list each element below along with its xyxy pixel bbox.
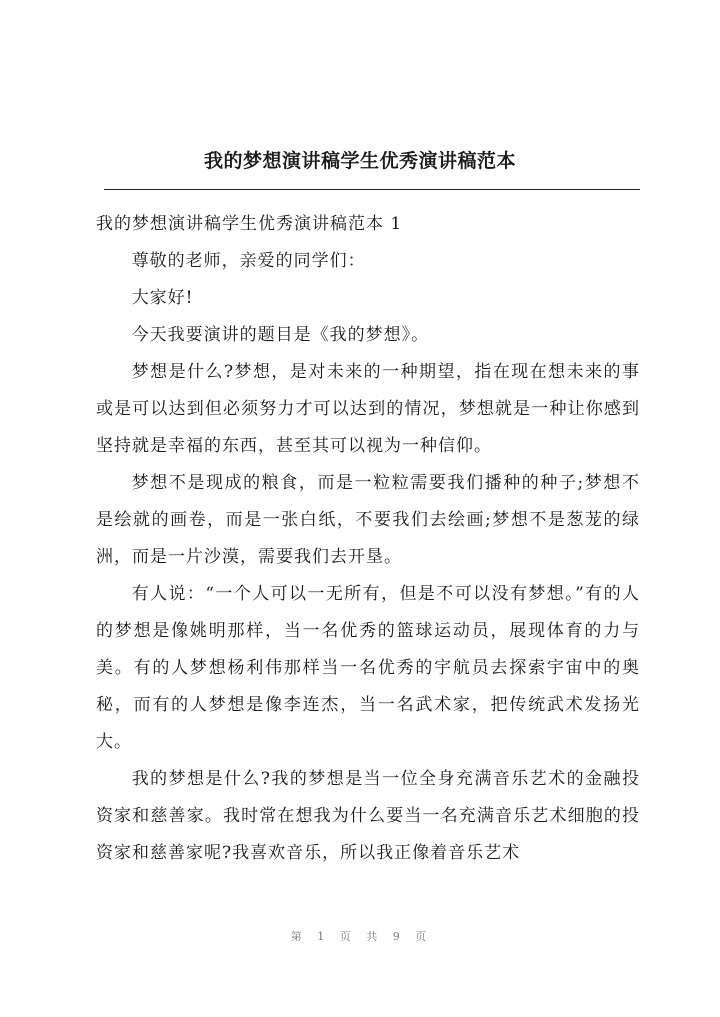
paragraph-examples: 有人说：“一个人可以一无所有，但是不可以没有梦想。”有的人的梦想是像姚明那样，当一名优秀的篮球运动员，展现体育的力与美。有的人梦想杨利伟那样当一名优秀的宇航员去探索宇宙中的奥秘，而有的人梦想是像李连杰，当一名武术家，把传统武术发扬光大。 bbox=[96, 584, 640, 752]
document-body bbox=[96, 206, 640, 872]
paragraph-greeting: 尊敬的老师，亲爱的同学们： bbox=[131, 251, 366, 271]
document-title: 我的梦想演讲稿学生优秀演讲稿范本 bbox=[203, 150, 516, 172]
title-divider bbox=[104, 189, 640, 190]
paragraph-definition: 梦想是什么?梦想，是对未来的一种期望，指在现在想未来的事或是可以达到但必须努力才可以达到的情况，梦想就是一种让你感到坚持就是幸福的东西，甚至其可以视为一种信仰。 bbox=[96, 362, 640, 456]
page-number-footer: 第 1 页 共 9 页 bbox=[290, 930, 430, 943]
paragraph-metaphor: 梦想不是现成的粮食，而是一粒粒需要我们播种的种子;梦想不是绘就的画卷，而是一张白纸，不要我们去绘画;梦想不是葱茏的绿洲，而是一片沙漠，需要我们去开垦。 bbox=[96, 473, 640, 567]
paragraph-hello: 大家好! bbox=[131, 288, 194, 308]
paragraph-my-dream: 我的梦想是什么?我的梦想是当一位全身充满音乐艺术的金融投资家和慈善家。我时常在想我为什么要当一名充满音乐艺术细胞的投资家和慈善家呢?我喜欢音乐，所以我正像着音乐艺术 bbox=[96, 769, 640, 863]
section-heading: 我的梦想演讲稿学生优秀演讲稿范本 1 bbox=[96, 214, 403, 234]
paragraph-topic: 今天我要演讲的题目是《我的梦想》。 bbox=[131, 325, 430, 345]
